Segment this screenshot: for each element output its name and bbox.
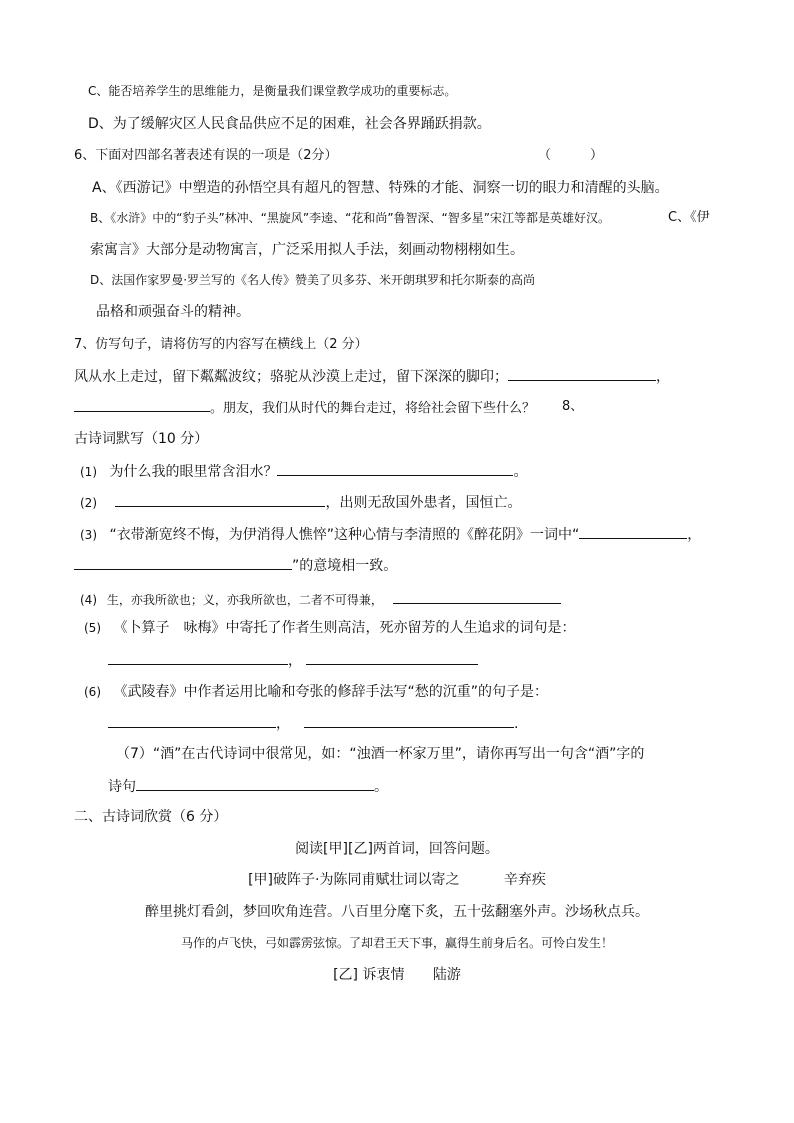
poem-a-title: [甲]破阵子·为陈同甫赋壮词以寄之: [248, 872, 460, 888]
poem-line-4: [80, 591, 561, 607]
poem-line-1: [80, 463, 527, 481]
poem-a-line-1: 醉里挑灯看剑，梦回吹角连营。八百里分麾下炙，五十弦翻塞外声。沙场秋点兵。: [145, 904, 649, 920]
poem-b-heading: [0, 967, 794, 984]
item-end: 。: [513, 464, 528, 480]
poem-line-5-cont: [108, 652, 478, 670]
answer-blank[interactable]: [393, 591, 561, 604]
option-d: D、为了缓解灾区人民食品供应不足的困难，社会各界踊跃捐款。: [88, 116, 491, 132]
answer-blank[interactable]: [74, 557, 292, 570]
item-text: 《武陵春》中作者运用比喻和夸张的修辞手法写“愁的沉重”的句子是：: [113, 684, 548, 700]
item-text: “衣带渐宽终不悔，为伊消得人憔悴”这种心情与李清照的《醉花阴》一词中“: [109, 527, 580, 543]
answer-blank[interactable]: [108, 652, 288, 665]
item-text: ，出则无敌国外患者，国恒亡。: [325, 495, 522, 511]
q8-title: 古诗词默写（10 分）: [74, 431, 209, 447]
poem-line-3-cont: [74, 557, 397, 575]
poem-line-7-cont: [108, 778, 388, 796]
option-c: C、能否培养学生的思维能力，是衡量我们课堂教学成功的重要标志。: [88, 84, 457, 98]
answer-blank[interactable]: [136, 778, 374, 791]
answer-blank[interactable]: [277, 463, 513, 476]
poem-a-heading: [0, 872, 794, 889]
item-text: 为什么我的眼里常含泪水？: [109, 464, 278, 480]
item-number: (4): [80, 593, 97, 607]
q6-option-b: B、《水浒》中的“豹子头”林冲、“黑旋风”李逵、“花和尚”鲁智深、“智多星”宋江等都是英雄好汉。: [90, 211, 610, 225]
q6-option-c-cont: 索寓言》大部分是动物寓言，广泛采用拟人手法，刻画动物栩栩如生。: [90, 242, 524, 258]
item-number: (5): [84, 621, 101, 635]
q8-number: 8、: [562, 399, 584, 414]
q6-option-d: D、法国作家罗曼·罗兰写的《名人传》赞美了贝多芬、米开朗琪罗和托尔斯泰的高尚: [90, 273, 536, 287]
poem-a-line-2: 马作的卢飞快，弓如霹雳弦惊。了却君王天下事，赢得生前身后名。可怜白发生！: [180, 936, 613, 950]
answer-blank[interactable]: [306, 652, 478, 665]
answer-paren: （ ）: [538, 148, 604, 163]
item-text: 诗句: [108, 779, 136, 795]
q6-option-d-cont: 品格和顽强奋斗的精神。: [96, 304, 250, 320]
answer-blank[interactable]: [108, 715, 276, 728]
poem-line-7: （7）“酒”在古代诗词中很常见，如：“浊酒一杯家万里”，请你再写出一句含“酒”字的: [116, 746, 645, 762]
item-text: ”的意境相一致。: [292, 558, 398, 574]
q7-line-2-text: 。朋友，我们从时代的舞台走过，将给社会留下些什么？: [210, 401, 536, 416]
q7-answer-blank-1[interactable]: [508, 368, 656, 381]
q6-option-c-start: C、《伊: [668, 210, 710, 225]
item-end: 。: [374, 779, 388, 795]
q7-line-2: [74, 399, 535, 417]
q7-line-1-end: ，: [656, 369, 670, 385]
item-text: 生，亦我所欲也；义，亦我所欲也，二者不可得兼，: [106, 593, 383, 607]
poem-b-title: [乙] 诉衷情: [333, 967, 405, 983]
item-text: 《卜算子 咏梅》中寄托了作者生则高洁，死亦留芳的人生追求的词句是：: [113, 620, 576, 636]
poem-line-5: [84, 620, 575, 637]
poem-line-2: [80, 494, 521, 512]
poem-b-author: 陆游: [432, 967, 461, 983]
item-comma: ，: [276, 716, 290, 732]
q7-answer-blank-2[interactable]: [74, 399, 210, 412]
answer-blank[interactable]: [304, 715, 514, 728]
answer-blank[interactable]: [115, 494, 325, 507]
item-number: (1): [80, 465, 97, 479]
question-7: 7、仿写句子，请将仿写的内容写在横线上（2 分）: [74, 337, 368, 352]
item-comma: ，: [687, 527, 702, 543]
item-end: .: [514, 716, 519, 732]
q7-line-1: [74, 368, 670, 386]
item-comma: ，: [288, 653, 302, 669]
poem-line-3: [80, 526, 701, 544]
poem-a-author: 辛弃疾: [503, 872, 546, 888]
q6-option-a: A、《西游记》中塑造的孙悟空具有超凡的智慧、特殊的才能、洞察一切的眼力和清醒的头脑。: [92, 180, 669, 196]
answer-blank[interactable]: [579, 526, 687, 539]
item-number: (2): [80, 496, 97, 510]
poem-line-6: [84, 684, 548, 701]
item-number: (3): [80, 528, 97, 542]
question-6: 6、下面对四部名著表述有误的一项是（2分）: [74, 148, 338, 163]
section-2-title: 二、古诗词欣赏（6 分）: [74, 809, 228, 825]
poem-line-6-cont: [108, 715, 518, 733]
item-number: (6): [84, 685, 101, 699]
reading-instruction: 阅读[甲][乙]两首词，回答问题。: [295, 841, 499, 857]
q7-line-1-text: 风从水上走过，留下粼粼波纹；骆驼从沙漠上走过，留下深深的脚印；: [74, 369, 508, 385]
